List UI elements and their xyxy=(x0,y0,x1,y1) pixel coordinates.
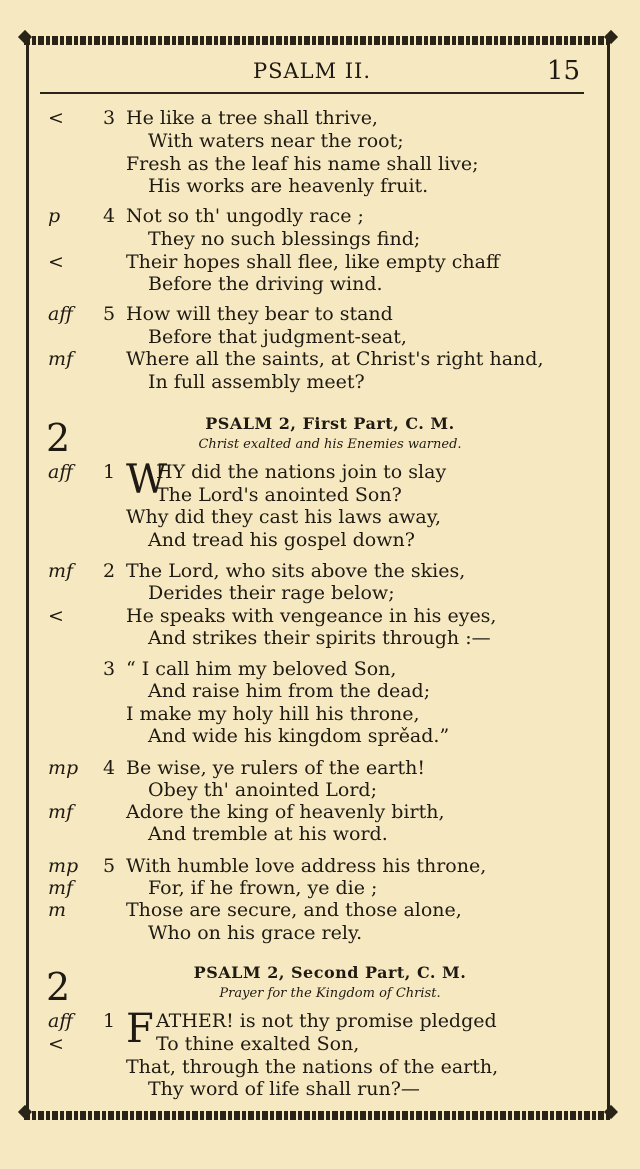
verse-text: “ I call him my beloved Son, xyxy=(126,658,397,680)
verse-line xyxy=(0,899,600,922)
psalm-number: 2 xyxy=(46,416,71,460)
verse-text: To thine exalted Son, xyxy=(156,1033,360,1055)
verse-text: With humble love address his throne, xyxy=(126,855,487,877)
verse-text: His works are heavenly fruit. xyxy=(148,175,429,197)
verse-text: He like a tree shall thrive, xyxy=(126,107,378,129)
verse-text: Adore the king of heavenly birth, xyxy=(126,801,445,823)
verse-text: In full assembly meet? xyxy=(148,371,365,393)
verse-line xyxy=(0,823,600,846)
dynamic-mark: m xyxy=(48,899,67,921)
verse-line xyxy=(0,205,600,228)
verse-text: Not so th' ungodly race ; xyxy=(126,205,364,227)
verse-line xyxy=(0,582,600,605)
verse-line xyxy=(0,922,600,945)
verse-text: Thy word of life shall run?— xyxy=(148,1078,420,1100)
verse-text: Those are secure, and those alone, xyxy=(126,899,462,921)
verse-line xyxy=(0,348,600,371)
verse-line xyxy=(0,1056,600,1079)
drop-cap: W xyxy=(126,457,168,503)
verse-line xyxy=(0,627,600,650)
psalm-subtitle: Christ exalted and his Enemies warned. xyxy=(198,437,462,452)
verse-line xyxy=(0,326,600,349)
dynamic-mark: p xyxy=(48,205,61,227)
dynamic-mark: mp xyxy=(48,855,79,877)
verse-line xyxy=(0,855,600,878)
verse-line xyxy=(0,506,600,529)
verse-number: 5 xyxy=(103,303,116,325)
verse-line xyxy=(0,605,600,628)
verse-text: ATHER! is not thy promise pledged xyxy=(156,1010,497,1032)
verse-text: Be wise, ye rulers of the earth! xyxy=(126,757,426,779)
dynamic-mark: mf xyxy=(48,877,74,899)
verse-line xyxy=(0,801,600,824)
page-header xyxy=(40,56,584,94)
dynamic-mark: aff xyxy=(48,1010,73,1032)
dynamic-mark: < xyxy=(48,251,64,273)
verse-line xyxy=(0,779,600,802)
verse-text: Before that judgment-seat, xyxy=(148,326,407,348)
verse-line xyxy=(0,153,600,176)
verse-text: The Lord, who sits above the skies, xyxy=(126,560,466,582)
dynamic-mark: < xyxy=(48,107,64,129)
verse-text: Where all the saints, at Christ's right hand, xyxy=(126,348,544,370)
verse-text: With waters near the root; xyxy=(148,130,404,152)
top-ornamental-rule xyxy=(24,36,612,45)
verse-text: And wide his kingdom sprěad.” xyxy=(148,725,450,747)
dynamic-mark: < xyxy=(48,1033,64,1055)
verse-line xyxy=(0,484,600,507)
verse-line xyxy=(0,877,600,900)
verse-text: HY did the nations join to slay xyxy=(156,461,447,483)
verse-line xyxy=(0,680,600,703)
verse-text: They no such blessings find; xyxy=(148,228,421,250)
verse-line xyxy=(0,228,600,251)
verse-line xyxy=(0,175,600,198)
psalm-subtitle: Prayer for the Kingdom of Christ. xyxy=(219,986,441,1001)
dynamic-mark: mf xyxy=(48,801,74,823)
verse-line xyxy=(0,371,600,394)
verse-line xyxy=(0,725,600,748)
verse-text: Obey th' anointed Lord; xyxy=(148,779,377,801)
verse-number: 4 xyxy=(103,205,116,227)
dynamic-mark: mf xyxy=(48,348,74,370)
dynamic-mark: aff xyxy=(48,303,73,325)
dynamic-mark: < xyxy=(48,605,64,627)
verse-line xyxy=(0,1078,600,1101)
dynamic-mark: mp xyxy=(48,757,79,779)
verse-text: And tread his gospel down? xyxy=(148,529,415,551)
verse-text: The Lord's anointed Son? xyxy=(156,484,402,506)
verse-line xyxy=(0,273,600,296)
verse-text: Why did they cast his laws away, xyxy=(126,506,441,528)
verse-text: That, through the nations of the earth, xyxy=(126,1056,499,1078)
verse-line xyxy=(0,461,600,484)
right-border-line xyxy=(607,44,610,1111)
dynamic-mark: aff xyxy=(48,461,73,483)
verse-text: And tremble at his word. xyxy=(148,823,388,845)
verse-line xyxy=(0,303,600,326)
verse-number: 2 xyxy=(103,560,116,582)
verse-line xyxy=(0,560,600,583)
verse-text: Who on his grace rely. xyxy=(148,922,363,944)
verse-line xyxy=(0,1010,600,1033)
bottom-ornamental-rule xyxy=(24,1111,612,1120)
verse-text: I make my holy hill his throne, xyxy=(126,703,420,725)
verse-text: For, if he frown, ye die ; xyxy=(148,877,378,899)
verse-line xyxy=(0,251,600,274)
verse-number: 3 xyxy=(103,658,116,680)
drop-cap: F xyxy=(126,1006,154,1052)
verse-text: How will they bear to stand xyxy=(126,303,393,325)
verse-text: Their hopes shall flee, like empty chaff xyxy=(126,251,500,273)
running-title: PSALM II. xyxy=(252,59,372,83)
verse-line xyxy=(0,130,600,153)
page-number: 15 xyxy=(546,56,580,86)
verse-text: And strikes their spirits through :— xyxy=(148,627,491,649)
verse-number: 4 xyxy=(103,757,116,779)
verse-number: 1 xyxy=(103,1010,116,1032)
psalm-title: PSALM 2, Second Part, C. M. xyxy=(193,963,467,982)
verse-number: 3 xyxy=(103,107,116,129)
verse-line xyxy=(0,1033,600,1056)
verse-number: 1 xyxy=(103,461,116,483)
verse-number: 5 xyxy=(103,855,116,877)
dynamic-mark: mf xyxy=(48,560,74,582)
verse-line xyxy=(0,757,600,780)
verse-line xyxy=(0,529,600,552)
psalm-number: 2 xyxy=(46,965,71,1009)
verse-line xyxy=(0,658,600,681)
verse-text: Fresh as the leaf his name shall live; xyxy=(126,153,479,175)
verse-text: He speaks with vengeance in his eyes, xyxy=(126,605,497,627)
verse-text: And raise him from the dead; xyxy=(148,680,431,702)
verse-line xyxy=(0,107,600,130)
verse-text: Before the driving wind. xyxy=(148,273,383,295)
verse-line xyxy=(0,703,600,726)
psalm-title: PSALM 2, First Part, C. M. xyxy=(205,414,455,433)
verse-text: Derides their rage below; xyxy=(148,582,395,604)
